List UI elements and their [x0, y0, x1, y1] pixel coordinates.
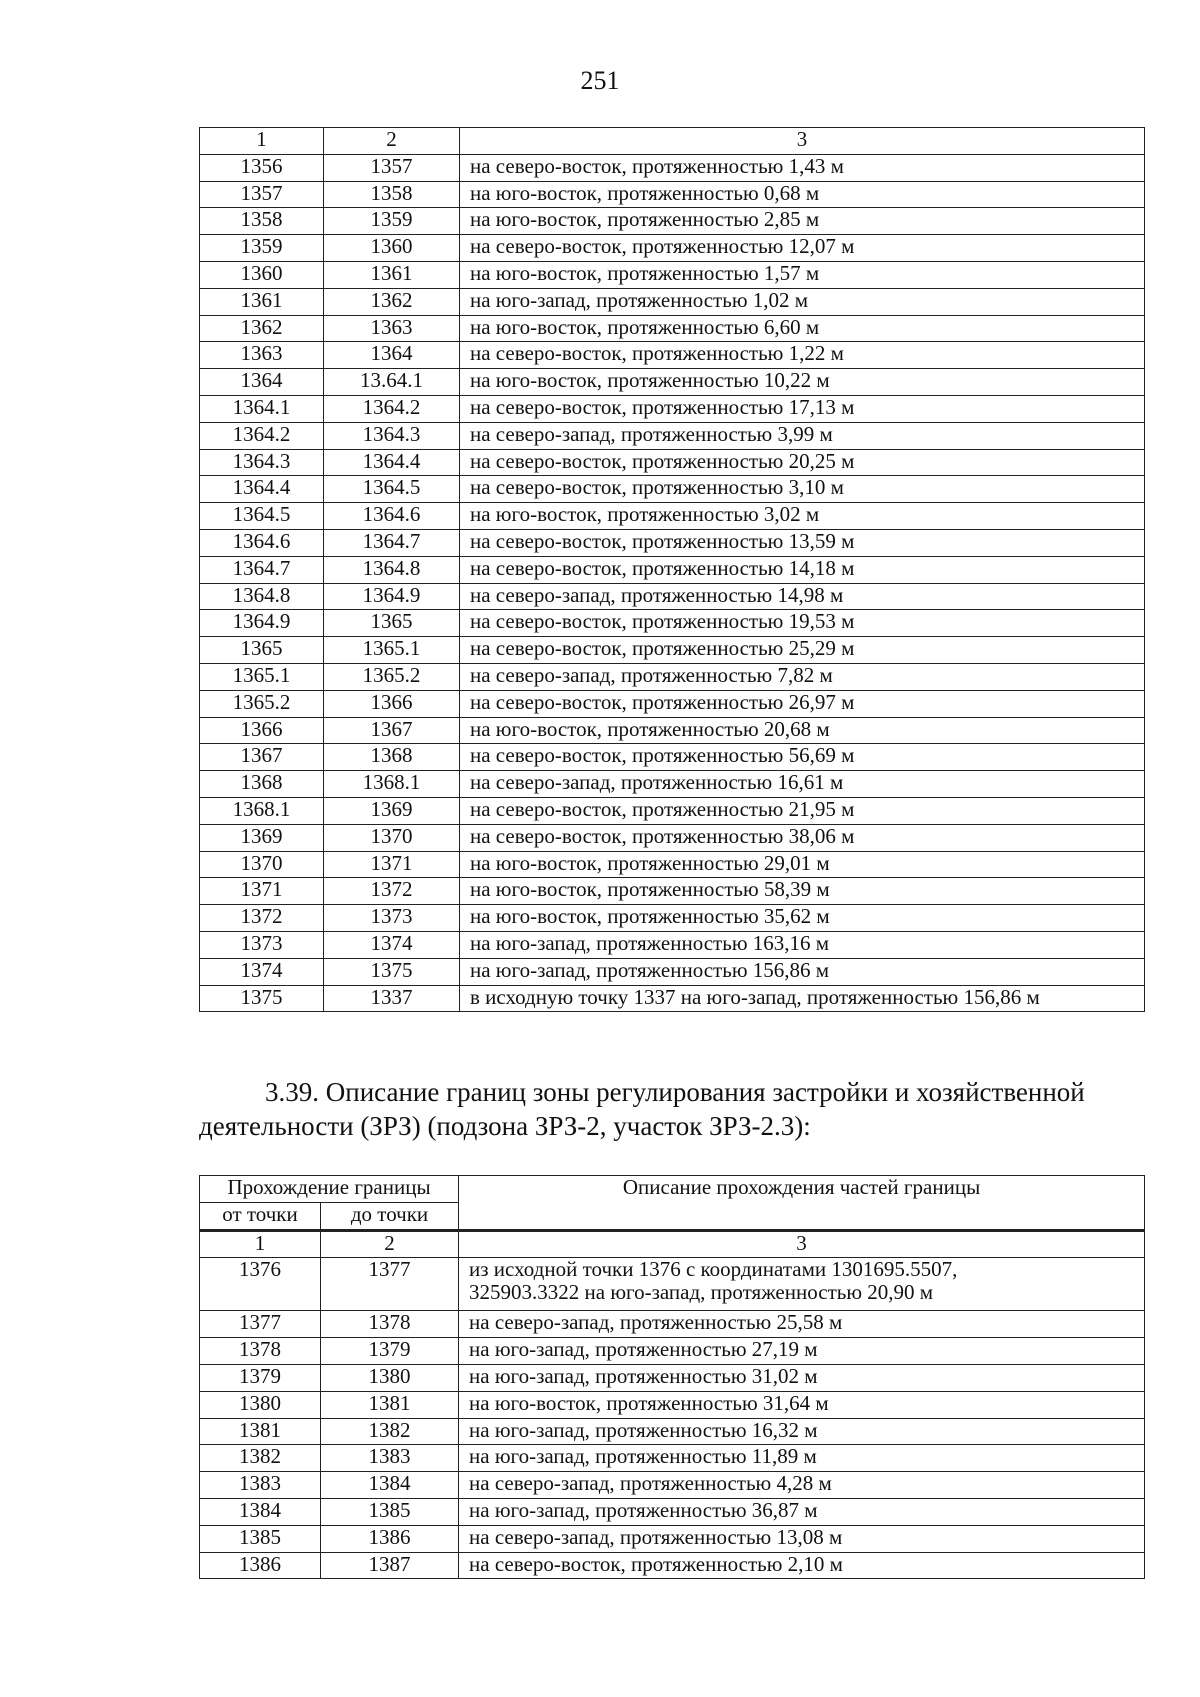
from-point: 1364.3 [200, 449, 324, 476]
from-point: 1365.2 [200, 690, 324, 717]
table-row [200, 181, 1145, 208]
table-row [200, 744, 1145, 771]
from-point: 1369 [200, 824, 324, 851]
to-point: 1368 [324, 744, 460, 771]
to-point: 1364.2 [324, 395, 460, 422]
from-point: 1365 [200, 637, 324, 664]
to-point: 1385 [321, 1498, 459, 1525]
segment-description: на юго-восток, протяженностью 0,68 м [460, 181, 1145, 208]
from-point: 1358 [200, 208, 324, 235]
to-point: 1366 [324, 690, 460, 717]
to-point: 1381 [321, 1391, 459, 1418]
to-point: 1373 [324, 905, 460, 932]
to-point: 1365.2 [324, 663, 460, 690]
table-row [200, 556, 1145, 583]
to-point: 1383 [321, 1445, 459, 1472]
from-point: 1384 [200, 1498, 321, 1525]
segment-description: на северо-восток, протяженностью 38,06 м [460, 824, 1145, 851]
segment-description: на северо-восток, протяженностью 20,25 м [460, 449, 1145, 476]
table-row [200, 208, 1145, 235]
to-point: 1386 [321, 1525, 459, 1552]
table-row [200, 529, 1145, 556]
segment-description: на северо-запад, протяженностью 13,08 м [459, 1525, 1145, 1552]
segment-description: на юго-запад, протяженностью 36,87 м [459, 1498, 1145, 1525]
table-row [200, 583, 1145, 610]
segment-description: на северо-восток, протяженностью 3,10 м [460, 476, 1145, 503]
segment-description: в исходную точку 1337 на юго-запад, протяженностью 156,86 м [460, 985, 1145, 1012]
from-point: 1362 [200, 315, 324, 342]
to-point: 1369 [324, 797, 460, 824]
from-point: 1364.2 [200, 422, 324, 449]
segment-description-line-1: из исходной точки 1376 с координатами 1301695.5507, [469, 1257, 958, 1282]
to-point: 1359 [324, 208, 460, 235]
segment-description: на юго-восток, протяженностью 3,02 м [460, 503, 1145, 530]
from-point: 1366 [200, 717, 324, 744]
column-number-1: 1 [200, 128, 324, 155]
from-point: 1372 [200, 905, 324, 932]
table-row [200, 637, 1145, 664]
to-point: 1380 [321, 1364, 459, 1391]
segment-description: на юго-запад, протяженностью 1,02 м [460, 288, 1145, 315]
segment-description: на северо-восток, протяженностью 1,22 м [460, 342, 1145, 369]
segment-description: на северо-запад, протяженностью 3,99 м [460, 422, 1145, 449]
from-point: 1360 [200, 261, 324, 288]
to-header: до точки [321, 1202, 459, 1230]
table-row [200, 395, 1145, 422]
segment-description: на юго-восток, протяженностью 35,62 м [460, 905, 1145, 932]
segment-description: на северо-восток, протяженностью 13,59 м [460, 529, 1145, 556]
to-point: 1364.9 [324, 583, 460, 610]
column-number-1: 1 [200, 1230, 321, 1258]
segment-description: на северо-восток, протяженностью 12,07 м [460, 235, 1145, 262]
segment-description: на северо-восток, протяженностью 17,13 м [460, 395, 1145, 422]
table-row [200, 878, 1145, 905]
from-point: 1359 [200, 235, 324, 262]
from-point: 1374 [200, 958, 324, 985]
table-row [200, 824, 1145, 851]
to-point: 1364.4 [324, 449, 460, 476]
table-row [200, 1525, 1145, 1552]
from-point: 1381 [200, 1418, 321, 1445]
table-row [200, 1338, 1145, 1365]
segment-description: на юго-запад, протяженностью 163,16 м [460, 931, 1145, 958]
from-point: 1364.8 [200, 583, 324, 610]
to-point: 1368.1 [324, 771, 460, 798]
table-row [200, 1258, 1145, 1311]
page-number: 251 [580, 66, 620, 95]
from-point: 1371 [200, 878, 324, 905]
segment-description: на юго-запад, протяженностью 11,89 м [459, 1445, 1145, 1472]
segment-description: на юго-восток, протяженностью 1,57 м [460, 261, 1145, 288]
to-point: 1370 [324, 824, 460, 851]
table-row [200, 717, 1145, 744]
segment-description: на северо-восток, протяженностью 21,95 м [460, 797, 1145, 824]
segment-description: на северо-восток, протяженностью 26,97 м [460, 690, 1145, 717]
segment-description: на юго-восток, протяженностью 2,85 м [460, 208, 1145, 235]
table-row [200, 288, 1145, 315]
from-point: 1367 [200, 744, 324, 771]
to-point: 1379 [321, 1338, 459, 1365]
table-row [200, 905, 1145, 932]
table-header-row [200, 128, 1145, 155]
section-heading-line-2: деятельности (ЗРЗ) (подзона ЗРЗ-2, участок ЗРЗ-2.3): [199, 1111, 811, 1141]
table-row [200, 1311, 1145, 1338]
table-row [200, 422, 1145, 449]
segment-description: на юго-восток, протяженностью 31,64 м [459, 1391, 1145, 1418]
to-point: 1364.7 [324, 529, 460, 556]
table-row [200, 476, 1145, 503]
segment-description: на северо-запад, протяженностью 16,61 м [460, 771, 1145, 798]
from-point: 1383 [200, 1472, 321, 1499]
to-point: 1371 [324, 851, 460, 878]
to-point: 1361 [324, 261, 460, 288]
to-point: 1360 [324, 235, 460, 262]
segment-description: на юго-восток, протяженностью 6,60 м [460, 315, 1145, 342]
from-point: 1364.7 [200, 556, 324, 583]
from-point: 1370 [200, 851, 324, 878]
table-row [200, 1472, 1145, 1499]
segment-description: на юго-запад, протяженностью 156,86 м [460, 958, 1145, 985]
from-point: 1373 [200, 931, 324, 958]
segment-description: на юго-запад, протяженностью 16,32 м [459, 1418, 1145, 1445]
to-point: 1367 [324, 717, 460, 744]
to-point: 1364.8 [324, 556, 460, 583]
section-heading-line-1: 3.39. Описание границ зоны регулирования застройки и хозяйственной [265, 1077, 1085, 1107]
to-point: 1382 [321, 1418, 459, 1445]
table-row [200, 1364, 1145, 1391]
to-point: 1337 [324, 985, 460, 1012]
from-header: от точки [200, 1202, 321, 1230]
to-point: 1365 [324, 610, 460, 637]
desc-header: Описание прохождения частей границы [459, 1176, 1145, 1231]
from-point: 1356 [200, 154, 324, 181]
boundary-table-1 [199, 127, 1145, 1012]
from-point: 1364.9 [200, 610, 324, 637]
segment-description: на юго-восток, протяженностью 58,39 м [460, 878, 1145, 905]
from-point: 1368 [200, 771, 324, 798]
table-row [200, 1418, 1145, 1445]
column-number-3: 3 [460, 128, 1145, 155]
to-point: 1363 [324, 315, 460, 342]
from-point: 1382 [200, 1445, 321, 1472]
segment-description: на северо-запад, протяженностью 25,58 м [459, 1311, 1145, 1338]
table-row [200, 369, 1145, 396]
to-point: 1364.3 [324, 422, 460, 449]
from-point: 1380 [200, 1391, 321, 1418]
to-point: 1357 [324, 154, 460, 181]
table-row [200, 449, 1145, 476]
from-point: 1364.1 [200, 395, 324, 422]
segment-description: на юго-восток, протяженностью 20,68 м [460, 717, 1145, 744]
from-point: 1364.5 [200, 503, 324, 530]
column-number-3: 3 [459, 1230, 1145, 1258]
from-point: 1357 [200, 181, 324, 208]
to-point: 1362 [324, 288, 460, 315]
table-row [200, 1445, 1145, 1472]
from-point: 1386 [200, 1552, 321, 1579]
boundary-table-2 [199, 1175, 1145, 1579]
to-point: 1377 [321, 1258, 459, 1311]
from-point: 1375 [200, 985, 324, 1012]
segment-description: на северо-восток, протяженностью 1,43 м [460, 154, 1145, 181]
table-row [200, 851, 1145, 878]
from-point: 1361 [200, 288, 324, 315]
to-point: 1358 [324, 181, 460, 208]
table-row [200, 503, 1145, 530]
table-row [200, 610, 1145, 637]
segment-description-line-2: 325903.3322 на юго-запад, протяженностью 20,90 м [469, 1280, 934, 1305]
segment-description: на северо-восток, протяженностью 19,53 м [460, 610, 1145, 637]
segment-description: на северо-восток, протяженностью 56,69 м [460, 744, 1145, 771]
table-row [200, 261, 1145, 288]
to-point: 1364.5 [324, 476, 460, 503]
from-point: 1363 [200, 342, 324, 369]
table-row [200, 958, 1145, 985]
from-point: 1364.4 [200, 476, 324, 503]
to-point: 13.64.1 [324, 369, 460, 396]
segment-description: на северо-запад, протяженностью 7,82 м [460, 663, 1145, 690]
to-point: 1364 [324, 342, 460, 369]
table-row [200, 797, 1145, 824]
from-point: 1385 [200, 1525, 321, 1552]
to-point: 1387 [321, 1552, 459, 1579]
from-point: 1365.1 [200, 663, 324, 690]
from-point: 1378 [200, 1338, 321, 1365]
table-row [200, 985, 1145, 1012]
table-row [200, 1498, 1145, 1525]
segment-description: на юго-запад, протяженностью 27,19 м [459, 1338, 1145, 1365]
to-point: 1364.6 [324, 503, 460, 530]
column-number-2: 2 [321, 1230, 459, 1258]
to-point: 1384 [321, 1472, 459, 1499]
to-point: 1374 [324, 931, 460, 958]
from-point: 1376 [200, 1258, 321, 1311]
table-row [200, 690, 1145, 717]
to-point: 1365.1 [324, 637, 460, 664]
table-row [200, 663, 1145, 690]
from-point: 1364 [200, 369, 324, 396]
table-row [200, 1391, 1145, 1418]
section-heading [199, 1075, 1144, 1143]
column-number-row [200, 1230, 1145, 1258]
table-row [200, 771, 1145, 798]
to-point: 1375 [324, 958, 460, 985]
table-row [200, 1552, 1145, 1579]
table-row [200, 931, 1145, 958]
to-point: 1372 [324, 878, 460, 905]
from-point: 1364.6 [200, 529, 324, 556]
table-row [200, 342, 1145, 369]
segment-description [459, 1258, 1145, 1311]
group-header: Прохождение границы [200, 1176, 459, 1203]
segment-description: на юго-восток, протяженностью 10,22 м [460, 369, 1145, 396]
table-row [200, 315, 1145, 342]
from-point: 1368.1 [200, 797, 324, 824]
group-header-row [200, 1176, 1145, 1203]
to-point: 1378 [321, 1311, 459, 1338]
from-point: 1379 [200, 1364, 321, 1391]
segment-description: на юго-восток, протяженностью 29,01 м [460, 851, 1145, 878]
table-row [200, 235, 1145, 262]
segment-description: на северо-восток, протяженностью 2,10 м [459, 1552, 1145, 1579]
from-point: 1377 [200, 1311, 321, 1338]
segment-description: на северо-восток, протяженностью 25,29 м [460, 637, 1145, 664]
column-number-2: 2 [324, 128, 460, 155]
segment-description: на юго-запад, протяженностью 31,02 м [459, 1364, 1145, 1391]
segment-description: на северо-запад, протяженностью 4,28 м [459, 1472, 1145, 1499]
segment-description: на северо-восток, протяженностью 14,18 м [460, 556, 1145, 583]
segment-description: на северо-запад, протяженностью 14,98 м [460, 583, 1145, 610]
table-row [200, 154, 1145, 181]
